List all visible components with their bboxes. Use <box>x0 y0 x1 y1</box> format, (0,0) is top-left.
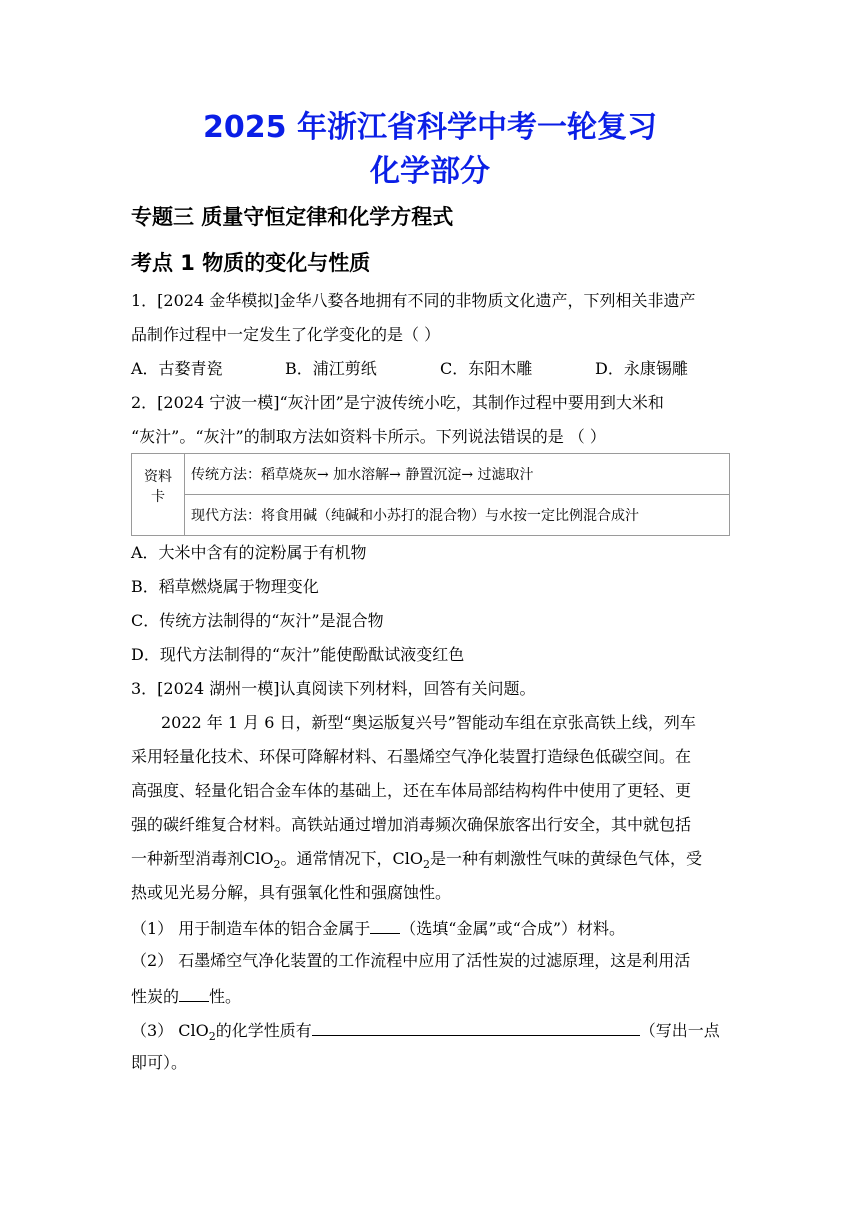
info-card-table <box>131 453 730 536</box>
topic-heading: 专题三 质量守恒定律和化学方程式 <box>131 205 454 229</box>
q3-sub3-text: （3） ClO <box>131 1021 209 1040</box>
q2-option-d: D．现代方法制得的“灰汁”能使酚酞试液变红色 <box>131 645 465 664</box>
q3-sub2-text: 性炭的 <box>131 987 180 1006</box>
q3-sub3-mid: 的化学性质有 <box>215 1021 312 1040</box>
q3-sub3-line1 <box>131 1019 731 1044</box>
q3-sub3-tail: （写出一点 <box>639 1021 720 1040</box>
doc-title-line1: 2025 年浙江省科学中考一轮复习 <box>203 110 657 145</box>
q3-sub1-text: （1） 用于制造车体的铝合金属于 <box>131 919 371 938</box>
q3-paragraph-line2: 采用轻量化技术、环保可降解材料、石墨烯空气净化装置打造绿色低碳空间。在 <box>131 747 692 766</box>
q2-line2: “灰汁”。“灰汁”的制取方法如资料卡所示。下列说法错误的是 （ ） <box>131 427 606 446</box>
info-card-row-traditional: 传统方法：稻草烧灰→ 加水溶解→ 静置沉淀→ 过滤取汁 <box>185 454 730 495</box>
q1-option-a: A．古婺青瓷 <box>131 359 223 378</box>
q3-line1: 3．[2024 湖州一模]认真阅读下列材料，回答有关问题。 <box>131 679 536 698</box>
subscript-2: 2 <box>273 858 281 872</box>
q3-paragraph-line1: 2022 年 1 月 6 日，新型“奥运版复兴号”智能动车组在京张高铁上线，列车 <box>161 713 696 732</box>
subscript-2: 2 <box>422 858 430 872</box>
doc-title-line2: 化学部分 <box>370 154 490 189</box>
answer-blank-2[interactable] <box>179 985 209 1002</box>
info-card-row-modern: 现代方法：将食用碱（纯碱和小苏打的混合物）与水按一定比例混合成汁 <box>185 495 730 536</box>
q3-p5-part-a: 一种新型消毒剂ClO <box>131 849 274 868</box>
q3-paragraph-line3: 高强度、轻量化铝合金车体的基础上，还在车体局部结构构件中使用了更轻、更 <box>131 781 692 800</box>
q1-option-d: D．永康锡雕 <box>595 359 688 378</box>
q3-sub3-line2: 即可）。 <box>131 1053 188 1072</box>
q3-p5-part-c: 是一种有刺激性气味的黄绿色气体，受 <box>429 849 702 868</box>
q3-paragraph-line6: 热或见光易分解，具有强氧化性和强腐蚀性。 <box>131 883 452 902</box>
q3-sub2-line1: （2） 石墨烯空气净化装置的工作流程中应用了活性炭的过滤原理，这是利用活 <box>131 951 691 970</box>
q1-option-b: B．浦江剪纸 <box>285 359 377 378</box>
q3-sub1-tail: （选填“金属”或“合成”）材料。 <box>400 919 626 938</box>
answer-blank-3[interactable] <box>312 1019 640 1036</box>
q1-line2: 品制作过程中一定发生了化学变化的是（ ） <box>131 325 441 344</box>
q1-line1: 1．[2024 金华模拟]金华八婺各地拥有不同的非物质文化遗产，下列相关非遗产 <box>131 291 696 310</box>
q3-paragraph-line5 <box>131 849 731 872</box>
q3-sub1 <box>131 917 731 939</box>
q3-sub2-tail: 性。 <box>209 987 242 1006</box>
q3-p5-part-b: 。通常情况下，ClO <box>280 849 423 868</box>
q3-paragraph-line4: 强的碳纤维复合材料。高铁站通过增加消毒频次确保旅客出行安全，其中就包括 <box>131 815 692 834</box>
point-heading: 考点 1 物质的变化与性质 <box>131 251 371 275</box>
q2-option-b: B．稻草燃烧属于物理变化 <box>131 577 319 596</box>
q2-option-c: C．传统方法制得的“灰汁”是混合物 <box>131 611 384 630</box>
q2-option-a: A．大米中含有的淀粉属于有机物 <box>131 543 367 562</box>
q3-sub2-line2 <box>131 985 731 1007</box>
subscript-2: 2 <box>208 1030 216 1044</box>
q2-line1: 2．[2024 宁波一模]“灰汁团”是宁波传统小吃，其制作过程中要用到大米和 <box>131 393 664 412</box>
q1-option-c: C．东阳木雕 <box>440 359 533 378</box>
answer-blank-1[interactable] <box>370 917 400 934</box>
info-card-label: 资料卡 <box>132 454 185 536</box>
